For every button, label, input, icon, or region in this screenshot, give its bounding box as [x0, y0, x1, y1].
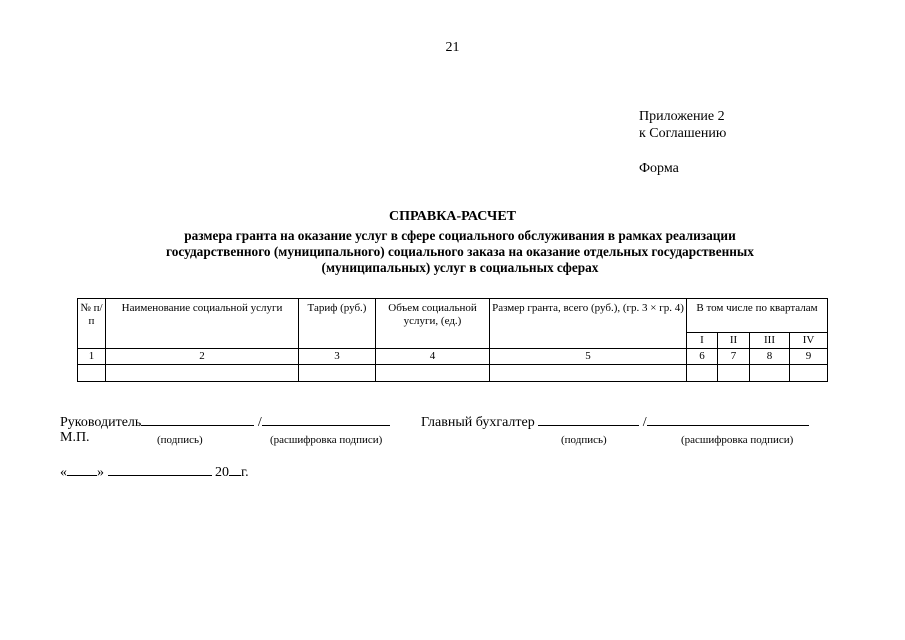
- empty-cell: [790, 365, 828, 382]
- header-volume: Объем социальной услуги, (ед.): [376, 299, 490, 349]
- subtitle-line-2: государственного (муниципального) социального заказа на оказание отдельных государственных: [166, 244, 754, 259]
- chief-accountant-label: Главный бухгалтер: [421, 415, 535, 430]
- accountant-signature-blank: [538, 413, 639, 426]
- column-number: 9: [790, 349, 828, 365]
- quarter-4: IV: [790, 332, 828, 348]
- appendix-reference: [639, 108, 726, 142]
- quarter-2: II: [718, 332, 750, 348]
- empty-cell: [490, 365, 687, 382]
- quarter-1: I: [687, 332, 718, 348]
- day-blank: [67, 463, 97, 476]
- subtitle-line-1: размера гранта на оказание услуг в сфере социального обслуживания в рамках реализации: [184, 228, 736, 243]
- header-service-name: Наименование социальной услуги: [106, 299, 299, 349]
- header-quarters: В том числе по кварталам: [687, 299, 828, 333]
- head-label: Руководитель: [60, 415, 142, 430]
- column-number: 8: [750, 349, 790, 365]
- empty-cell: [106, 365, 299, 382]
- form-label: Форма: [639, 161, 679, 176]
- document-subtitle: [110, 228, 810, 276]
- head-signature-line: [60, 413, 390, 431]
- head-signature-blank: [141, 413, 254, 426]
- empty-cell: [687, 365, 718, 382]
- table-column-numbers-row: [78, 349, 828, 365]
- column-number: 6: [687, 349, 718, 365]
- empty-cell: [299, 365, 376, 382]
- grant-calculation-table: [77, 298, 828, 382]
- accountant-slash: /: [642, 415, 647, 430]
- head-signature-caption: (подпись): [157, 434, 203, 446]
- head-slash: /: [257, 415, 262, 430]
- document-title: СПРАВКА-РАСЧЕТ: [388, 209, 517, 224]
- column-number: 1: [78, 349, 106, 365]
- head-decoding-caption: (расшифровка подписи): [270, 434, 383, 446]
- accountant-signature-line: [421, 413, 809, 431]
- subtitle-line-3: (муниципальных) услуг в социальных сферах: [321, 260, 599, 275]
- column-number: 3: [299, 349, 376, 365]
- header-tariff: Тариф (руб.): [299, 299, 376, 349]
- column-number: 7: [718, 349, 750, 365]
- page-number: 21: [445, 40, 460, 55]
- head-decoding-blank: [262, 413, 390, 426]
- date-line: [60, 463, 249, 481]
- empty-cell: [78, 365, 106, 382]
- table-header-row: [78, 299, 828, 333]
- month-blank: [108, 463, 212, 476]
- header-grant-size: Размер гранта, всего (руб.), (гр. 3 × гр. 4): [490, 299, 687, 349]
- empty-cell: [718, 365, 750, 382]
- empty-cell: [750, 365, 790, 382]
- date-close-quote: »: [97, 465, 104, 480]
- accountant-decoding-caption: (расшифровка подписи): [681, 434, 794, 446]
- year-blank: [229, 463, 241, 476]
- table-empty-row: [78, 365, 828, 382]
- appendix-line-1: Приложение 2: [639, 109, 725, 124]
- column-number: 5: [490, 349, 687, 365]
- date-open-quote: «: [60, 465, 67, 480]
- column-number: 4: [376, 349, 490, 365]
- appendix-line-2: к Соглашению: [639, 126, 727, 141]
- year-prefix: 20: [215, 465, 229, 480]
- year-suffix: г.: [241, 465, 249, 480]
- accountant-signature-caption: (подпись): [561, 434, 607, 446]
- quarter-3: III: [750, 332, 790, 348]
- accountant-decoding-blank: [647, 413, 809, 426]
- empty-cell: [376, 365, 490, 382]
- column-number: 2: [106, 349, 299, 365]
- header-num: № п/п: [78, 299, 106, 349]
- stamp-label: М.П.: [60, 430, 90, 445]
